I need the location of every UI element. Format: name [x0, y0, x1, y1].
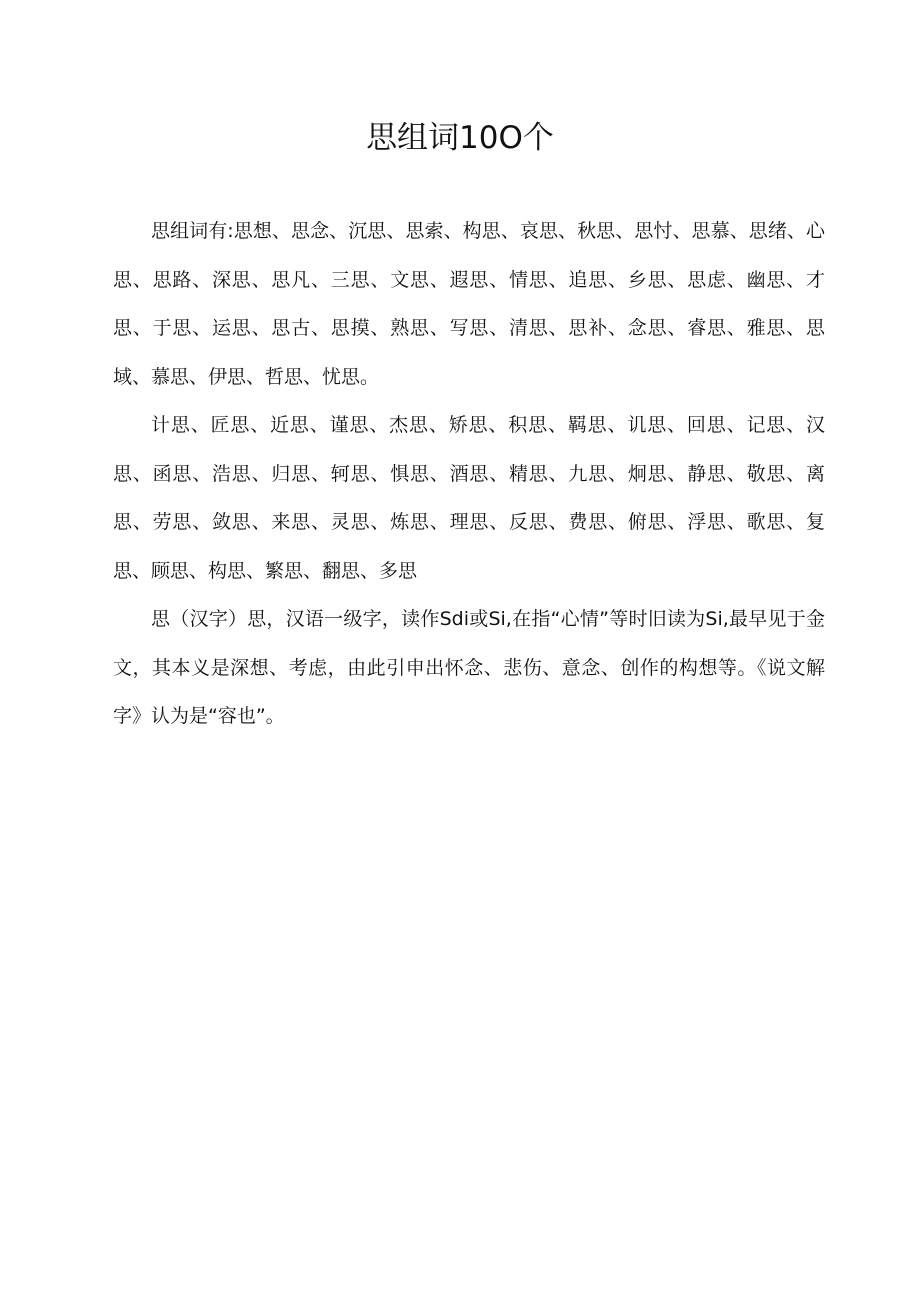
paragraph-character-explanation: 思（汉字）思，汉语一级字，读作Sdi或Si,在指“心情”等时旧读为Si,最早见于金文，其本义是深想、考虑，由此引申出怀念、悲伤、意念、创作的构想等。《说文解字》认为是“容也”。: [113, 608, 825, 727]
document-body: [113, 207, 825, 741]
paragraph-word-list-1: 思组词有:思想、思念、沉思、思索、构思、哀思、秋思、思忖、思慕、思绪、心思、思路、深思、思凡、三思、文思、遐思、情思、追思、乡思、思虑、幽思、才思、于思、运思、思古、思摸、熟思、写思、清思、思补、念思、睿思、雅思、思域、慕思、伊思、哲思、忧思。: [113, 220, 825, 388]
paragraph-word-list-2: 计思、匠思、近思、谨思、杰思、矫思、积思、羁思、讥思、回思、记思、汉思、函思、浩思、归思、轲思、惧思、酒思、精思、九思、炯思、静思、敬思、离思、劳思、敛思、来思、灵思、炼思、理思、反思、费思、俯思、浮思、歌思、复思、顾思、构思、繁思、翻思、多思: [113, 414, 825, 582]
document-title: 思组词10O个: [366, 120, 554, 156]
